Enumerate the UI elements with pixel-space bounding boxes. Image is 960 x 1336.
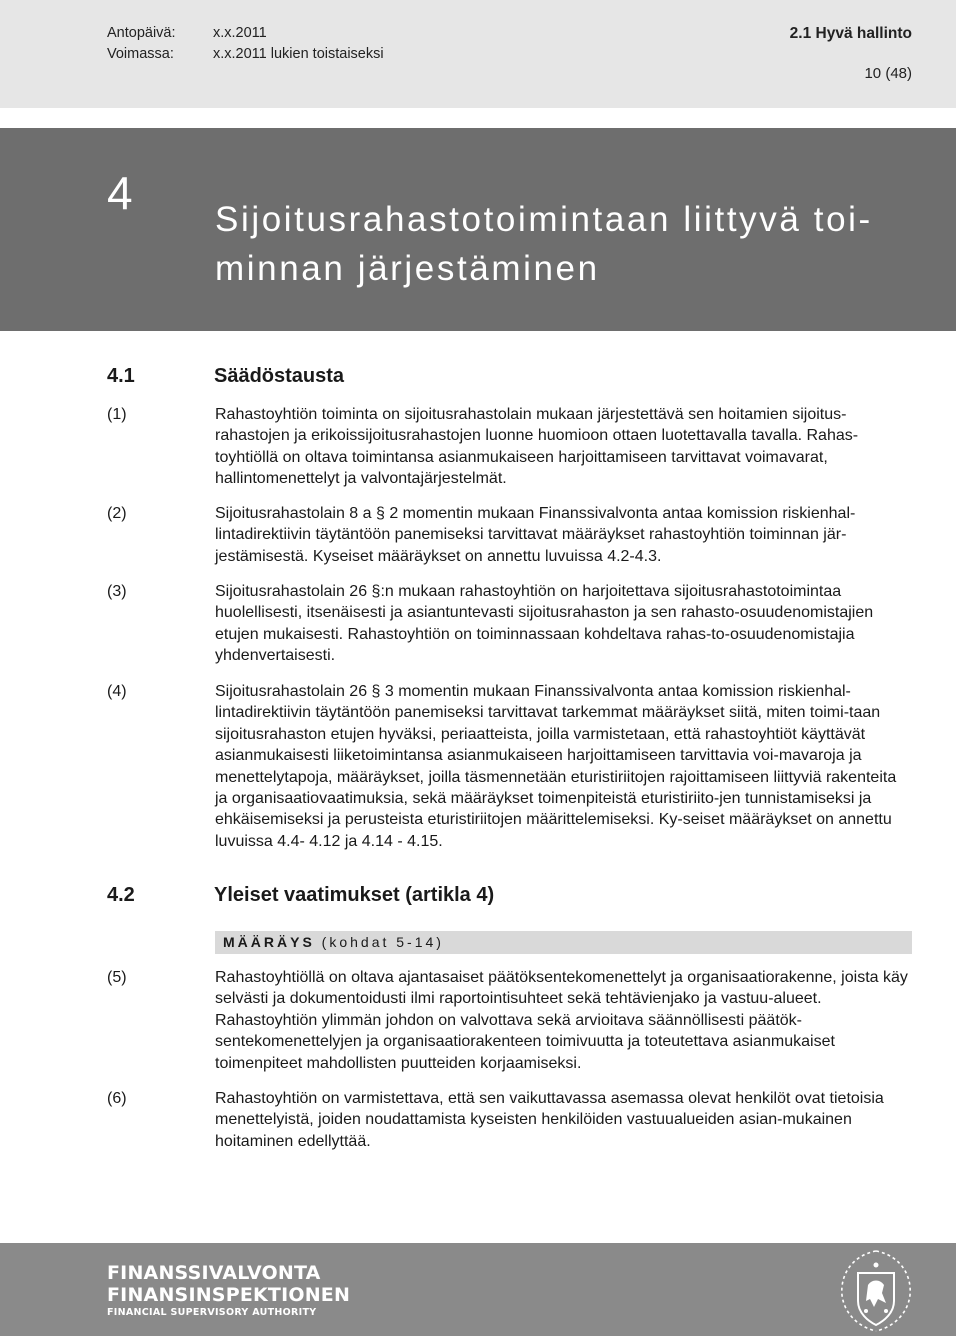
section-title: Yleiset vaatimukset (artikla 4)	[214, 884, 495, 906]
valid-date: x.x.2011 lukien toistaiseksi	[213, 46, 384, 62]
lion-coat-of-arms-icon	[830, 1245, 922, 1335]
chapter-number: 4	[107, 167, 133, 219]
chapter-title-line-1: Sijoitusrahastotoimintaan liittyvä toi-	[215, 200, 873, 239]
paragraph-text: Sijoitusrahastolain 26 § 3 momentin mukaan Finanssivalvonta antaa komission riskienhal-lintadirektiivin täytäntöön panemiseksi tarvittavat tarkemmat määräykset siitä, miten toimi-taan sijoitusrahaston etujen hyväksi, periaatteista, joilla varmistetaan, että rahastoyhtiöt käyttävät asianmukaisesti liiketoimintansa asianmukaiseen harjoittamiseen tarvittavia voi-mavaroja ja menettelytapoja, määräykset, joilla täsmennetään eturistiriitojen rajoittamiseen liittyviä rakenteita ja organisaatiovaatimuksia, sekä määräykset toimenpiteistä eturistiriito-jen tunnistamiseksi ja ehkäisemiseksi ja perusteista eturistiriitojen määrittelemiseksi. Ky-seiset määräykset on annettu luvuissa 4.4- 4.12 ja 4.14 - 4.15.	[215, 683, 897, 850]
paragraph-text: Rahastoyhtiön toiminta on sijoitusrahastolain mukaan järjestettävä sen hoitamien sijoitus-rahastojen ja erikoissijoitusrahastojen luonne huomioon ottaen luotettavalla tavalla. Rahas-toyhtiöllä on oltava toimintansa asianmukaiseen harjoittamiseen tarvittavat voimavarat, hallintomenettelyt ja valvontajärjestelmät.	[215, 406, 859, 488]
paragraph-text: Sijoitusrahastolain 26 §:n mukaan rahastoyhtiön on harjoitettava sijoitusrahastotoimintaa huolellisesti, itsenäisesti ja asiantuntevasti sijoitusrahaston ja sen rahasto-osuudenomistajien etujen mukaisesti. Rahastoyhtiön on toiminnassaan kohdeltava rahas-to-osuudenomistajia yhdenvertaisesti.	[215, 583, 874, 665]
paragraph-number: (6)	[107, 1090, 127, 1107]
section-title: Säädöstausta	[214, 365, 345, 387]
paragraph-number: (3)	[107, 583, 127, 600]
logo-fsa: FINANCIAL SUPERVISORY AUTHORITY	[107, 1307, 317, 1318]
paragraph-3	[107, 581, 912, 667]
paragraph-1	[107, 404, 912, 490]
paragraph-4	[107, 681, 912, 852]
logo-finansinspektionen: FINANSINSPEKTIONEN	[107, 1284, 351, 1306]
section-number: 4.1	[107, 365, 135, 387]
page-number: 10 (48)	[864, 65, 912, 82]
paragraph-number: (1)	[107, 406, 127, 423]
paragraph-text: Sijoitusrahastolain 8 a § 2 momentin mukaan Finanssivalvonta antaa komission riskienhal-lintadirektiivin täytäntöön panemiseksi tarvittavat määräykset rahastoyhtiön toiminnan jär-jestämisestä. Kyseiset määräykset on annettu luvuissa 4.2-4.3.	[215, 505, 856, 565]
received-label: Antopäivä:	[107, 25, 176, 41]
section-reference: 2.1 Hyvä hallinto	[789, 25, 912, 42]
paragraph-number: (5)	[107, 969, 127, 986]
paragraph-number: (2)	[107, 505, 127, 522]
chapter-title-line-2: minnan järjestäminen	[215, 249, 600, 288]
paragraph-5	[107, 967, 912, 1074]
paragraph-text: Rahastoyhtiöllä on oltava ajantasaiset päätöksentekomenettelyt ja organisaatiorakenne, joista käy selvästi ja dokumentoidusti ilmi raportointisuhteet sekä tehtävienjako ja vastuu-alueet. Rahastoyhtiön ylimmän johdon on valvottava sekä arvioitava säännöllisesti päätök-sentekomenettelyjen ja organisaatiorakenteen toimivuutta ja toteutettava asianmukaiset toimenpiteet mahdollisten puutteiden korjaamiseksi.	[215, 969, 908, 1072]
paragraph-2	[107, 503, 912, 567]
valid-label: Voimassa:	[107, 46, 174, 62]
regulation-label: MÄÄRÄYS (kohdat 5-14)	[223, 934, 444, 950]
logo-finanssivalvonta: FINANSSIVALVONTA	[107, 1262, 321, 1284]
paragraph-6	[107, 1088, 912, 1152]
paragraph-text: Rahastoyhtiön on varmistettava, että sen vaikuttavassa asemassa olevat henkilöt ovat tietoisia menettelyistä, joiden noudattamista kyseisten henkilöiden vastuualueiden asian-mukainen hoitaminen edellyttää.	[215, 1090, 884, 1150]
section-number: 4.2	[107, 884, 135, 906]
chapter-title	[215, 195, 905, 293]
paragraph-number: (4)	[107, 683, 127, 700]
received-date: x.x.2011	[213, 25, 267, 41]
regulation-banner	[215, 931, 912, 954]
